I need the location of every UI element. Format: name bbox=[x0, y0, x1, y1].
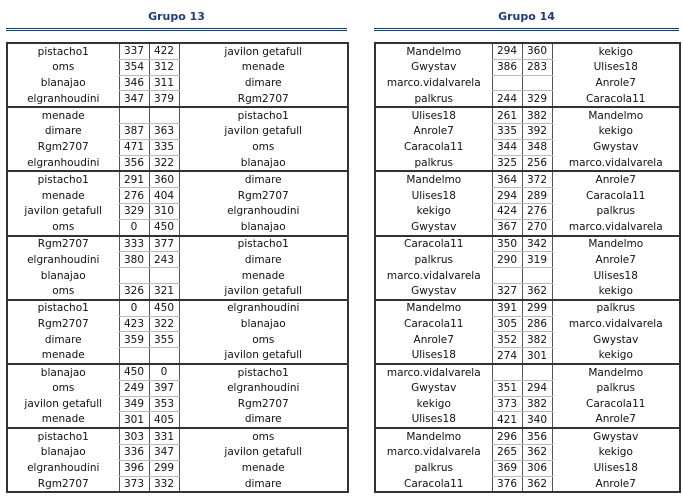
home-score: 265 bbox=[492, 444, 522, 460]
away-player: Mandelmo bbox=[552, 364, 680, 380]
away-player: Anrole7 bbox=[552, 171, 680, 187]
match-row bbox=[7, 268, 348, 284]
match-row bbox=[7, 219, 348, 235]
match-row bbox=[7, 380, 348, 396]
away-score: 404 bbox=[149, 188, 179, 204]
away-score: 286 bbox=[522, 316, 552, 332]
home-player: javilon getafull bbox=[24, 205, 103, 218]
away-score: 299 bbox=[149, 460, 179, 476]
away-score bbox=[522, 364, 552, 380]
away-score: 335 bbox=[149, 139, 179, 155]
away-score: 312 bbox=[149, 59, 179, 75]
results-table bbox=[6, 42, 349, 493]
away-player: blanajao bbox=[240, 317, 286, 330]
home-player: elgranhoudini bbox=[27, 462, 100, 475]
home-score: 369 bbox=[492, 460, 522, 476]
home-score: 346 bbox=[119, 75, 149, 91]
match-row bbox=[375, 203, 680, 219]
away-player: javilon getafull bbox=[224, 446, 303, 459]
away-score: 355 bbox=[149, 332, 179, 348]
home-score: 0 bbox=[119, 219, 149, 235]
home-score: 450 bbox=[119, 364, 149, 380]
match-row bbox=[375, 332, 680, 348]
home-score: 294 bbox=[492, 188, 522, 204]
home-score: 325 bbox=[492, 155, 522, 171]
home-score bbox=[492, 75, 522, 91]
match-row bbox=[7, 203, 348, 219]
away-score: 270 bbox=[522, 219, 552, 235]
home-player: palkrus bbox=[414, 156, 454, 169]
home-player: Rgm2707 bbox=[37, 317, 89, 330]
home-score: 344 bbox=[492, 139, 522, 155]
home-player: Caracola11 bbox=[375, 236, 492, 252]
away-player: javilon getafull bbox=[224, 349, 303, 362]
away-score bbox=[149, 348, 179, 364]
away-score: 382 bbox=[522, 396, 552, 412]
home-score: 290 bbox=[492, 252, 522, 268]
match-row bbox=[375, 476, 680, 492]
match-row bbox=[7, 412, 348, 428]
home-score: 364 bbox=[492, 171, 522, 187]
home-player: pistacho1 bbox=[7, 171, 119, 187]
match-row bbox=[7, 252, 348, 268]
match-row bbox=[7, 364, 348, 380]
away-player: oms bbox=[179, 428, 348, 444]
match-row bbox=[7, 428, 348, 444]
home-score: 373 bbox=[119, 476, 149, 492]
home-score: 294 bbox=[492, 43, 522, 59]
away-player: Rgm2707 bbox=[237, 92, 289, 105]
away-player: oms bbox=[252, 141, 275, 154]
results-table bbox=[374, 42, 681, 493]
away-score: 362 bbox=[522, 283, 552, 299]
match-row bbox=[7, 123, 348, 139]
away-score: 322 bbox=[149, 155, 179, 171]
home-player: menade bbox=[41, 349, 85, 362]
away-score: 379 bbox=[149, 91, 179, 107]
away-player: menade bbox=[241, 269, 285, 282]
away-score: 392 bbox=[522, 123, 552, 139]
away-player: dimare bbox=[244, 253, 282, 266]
home-player: Rgm2707 bbox=[37, 477, 89, 490]
away-score: 289 bbox=[522, 188, 552, 204]
home-player: blanajao bbox=[40, 446, 86, 459]
home-score: 335 bbox=[492, 123, 522, 139]
match-row bbox=[375, 364, 680, 380]
away-score: 382 bbox=[522, 332, 552, 348]
away-player: blanajao bbox=[240, 156, 286, 169]
home-player: blanajao bbox=[40, 269, 86, 282]
away-player: javilon getafull bbox=[224, 285, 303, 298]
home-score: 296 bbox=[492, 428, 522, 444]
away-player: Rgm2707 bbox=[237, 397, 289, 410]
home-player: marco.vidalvarela bbox=[386, 76, 481, 89]
match-row bbox=[375, 300, 680, 316]
home-player: elgranhoudini bbox=[27, 92, 100, 105]
away-player: Caracola11 bbox=[586, 189, 646, 202]
match-row bbox=[375, 91, 680, 107]
away-score: 360 bbox=[149, 171, 179, 187]
home-player: Ulises18 bbox=[411, 189, 456, 202]
away-score: 306 bbox=[522, 460, 552, 476]
match-row bbox=[375, 460, 680, 476]
home-player: Rgm2707 bbox=[7, 236, 119, 252]
home-score: 356 bbox=[119, 155, 149, 171]
away-player: Ulises18 bbox=[593, 269, 638, 282]
away-player: Mandelmo bbox=[552, 236, 680, 252]
home-score: 329 bbox=[119, 203, 149, 219]
home-score: 376 bbox=[492, 476, 522, 492]
away-player: Mandelmo bbox=[552, 107, 680, 123]
home-player: Rgm2707 bbox=[37, 141, 89, 154]
away-player: kekigo bbox=[598, 45, 633, 58]
away-score: 329 bbox=[522, 91, 552, 107]
home-player: Anrole7 bbox=[413, 125, 454, 138]
match-row bbox=[375, 188, 680, 204]
home-player: dimare bbox=[44, 125, 82, 138]
away-score: 362 bbox=[522, 444, 552, 460]
away-score: 397 bbox=[149, 380, 179, 396]
away-player: palkrus bbox=[596, 382, 636, 395]
home-player: blanajao bbox=[40, 76, 86, 89]
home-player: oms bbox=[52, 61, 75, 74]
home-score: 347 bbox=[119, 91, 149, 107]
away-score: 363 bbox=[149, 123, 179, 139]
home-score: 337 bbox=[119, 43, 149, 59]
away-score: 353 bbox=[149, 396, 179, 412]
match-row bbox=[7, 188, 348, 204]
home-player: kekigo bbox=[416, 205, 451, 218]
home-score: 301 bbox=[119, 412, 149, 428]
away-score bbox=[522, 268, 552, 284]
home-score: 303 bbox=[119, 428, 149, 444]
match-row bbox=[375, 107, 680, 123]
home-player: Mandelmo bbox=[375, 428, 492, 444]
home-player: Ulises18 bbox=[411, 349, 456, 362]
away-player: kekigo bbox=[598, 125, 633, 138]
home-player: Gwystav bbox=[411, 220, 457, 233]
home-player: pistacho1 bbox=[7, 428, 119, 444]
match-row bbox=[7, 444, 348, 460]
home-player: dimare bbox=[44, 333, 82, 346]
match-row bbox=[375, 380, 680, 396]
away-player: Ulises18 bbox=[593, 61, 638, 74]
home-player: blanajao bbox=[7, 364, 119, 380]
home-player: palkrus bbox=[414, 462, 454, 475]
match-row bbox=[375, 252, 680, 268]
home-score: 0 bbox=[119, 300, 149, 316]
away-score: 332 bbox=[149, 476, 179, 492]
away-score bbox=[149, 107, 179, 123]
home-player: Ulises18 bbox=[411, 413, 456, 426]
away-player: dimare bbox=[244, 413, 282, 426]
away-score bbox=[149, 268, 179, 284]
away-player: Anrole7 bbox=[595, 413, 636, 426]
match-row bbox=[7, 171, 348, 187]
home-score: 373 bbox=[492, 396, 522, 412]
away-player: Gwystav bbox=[552, 428, 680, 444]
away-player: elgranhoudini bbox=[227, 382, 300, 395]
home-score: 276 bbox=[119, 188, 149, 204]
match-row bbox=[375, 348, 680, 364]
away-player: kekigo bbox=[598, 446, 633, 459]
home-player: Mandelmo bbox=[375, 171, 492, 187]
away-score: 319 bbox=[522, 252, 552, 268]
away-score bbox=[522, 75, 552, 91]
home-player: oms bbox=[52, 382, 75, 395]
home-player: Caracola11 bbox=[404, 141, 464, 154]
away-score: 450 bbox=[149, 300, 179, 316]
home-score: 387 bbox=[119, 123, 149, 139]
away-score: 347 bbox=[149, 444, 179, 460]
away-score: 377 bbox=[149, 236, 179, 252]
away-player: dimare bbox=[244, 76, 282, 89]
away-score: 256 bbox=[522, 155, 552, 171]
away-player: palkrus bbox=[552, 300, 680, 316]
away-score: 283 bbox=[522, 59, 552, 75]
away-player: Gwystav bbox=[593, 141, 639, 154]
away-score: 356 bbox=[522, 428, 552, 444]
away-score: 243 bbox=[149, 252, 179, 268]
match-row bbox=[375, 123, 680, 139]
match-row bbox=[7, 396, 348, 412]
away-score: 340 bbox=[522, 412, 552, 428]
match-row bbox=[7, 283, 348, 299]
home-score: 274 bbox=[492, 348, 522, 364]
home-player: Caracola11 bbox=[404, 477, 464, 490]
group-title: Grupo 13 bbox=[148, 10, 205, 23]
home-score: 424 bbox=[492, 203, 522, 219]
home-player: menade bbox=[41, 189, 85, 202]
match-row bbox=[375, 171, 680, 187]
home-score: 261 bbox=[492, 107, 522, 123]
home-score: 249 bbox=[119, 380, 149, 396]
home-player: Gwystav bbox=[411, 382, 457, 395]
home-player: Anrole7 bbox=[413, 333, 454, 346]
home-player: marco.vidalvarela bbox=[386, 446, 481, 459]
match-row bbox=[375, 236, 680, 252]
away-player: oms bbox=[252, 333, 275, 346]
away-score: 360 bbox=[522, 43, 552, 59]
away-score: 294 bbox=[522, 380, 552, 396]
match-row bbox=[7, 43, 348, 59]
title-divider bbox=[6, 28, 347, 31]
away-player: dimare bbox=[179, 171, 348, 187]
home-player: Mandelmo bbox=[375, 300, 492, 316]
home-score: 326 bbox=[119, 283, 149, 299]
match-row bbox=[375, 396, 680, 412]
match-row bbox=[375, 75, 680, 91]
home-score: 471 bbox=[119, 139, 149, 155]
home-score: 351 bbox=[492, 380, 522, 396]
match-row bbox=[7, 300, 348, 316]
away-score: 301 bbox=[522, 348, 552, 364]
match-row bbox=[375, 155, 680, 171]
away-player: blanajao bbox=[240, 220, 286, 233]
away-score: 311 bbox=[149, 75, 179, 91]
away-score: 422 bbox=[149, 43, 179, 59]
match-row bbox=[7, 91, 348, 107]
match-row bbox=[375, 219, 680, 235]
away-player: pistacho1 bbox=[179, 236, 348, 252]
home-score: 391 bbox=[492, 300, 522, 316]
away-score: 310 bbox=[149, 203, 179, 219]
match-row bbox=[7, 59, 348, 75]
home-player: elgranhoudini bbox=[27, 156, 100, 169]
home-score: 421 bbox=[492, 412, 522, 428]
home-player: Gwystav bbox=[411, 285, 457, 298]
away-player: Anrole7 bbox=[595, 477, 636, 490]
home-player: javilon getafull bbox=[24, 397, 103, 410]
home-score bbox=[119, 348, 149, 364]
home-player: Ulises18 bbox=[375, 107, 492, 123]
away-player: marco.vidalvarela bbox=[568, 317, 663, 330]
home-score bbox=[492, 268, 522, 284]
away-player: dimare bbox=[244, 477, 282, 490]
match-row bbox=[7, 348, 348, 364]
match-row bbox=[375, 316, 680, 332]
home-score: 386 bbox=[492, 59, 522, 75]
match-row bbox=[375, 428, 680, 444]
home-score: 396 bbox=[119, 460, 149, 476]
home-score: 350 bbox=[492, 236, 522, 252]
group-title: Grupo 14 bbox=[498, 10, 555, 23]
away-player: Ulises18 bbox=[593, 462, 638, 475]
away-player: Anrole7 bbox=[595, 253, 636, 266]
away-score: 321 bbox=[149, 283, 179, 299]
home-player: palkrus bbox=[414, 92, 454, 105]
match-row bbox=[375, 139, 680, 155]
away-player: pistacho1 bbox=[179, 364, 348, 380]
away-score: 405 bbox=[149, 412, 179, 428]
home-player: Caracola11 bbox=[404, 317, 464, 330]
match-row bbox=[7, 107, 348, 123]
match-row bbox=[7, 139, 348, 155]
away-score: 299 bbox=[522, 300, 552, 316]
home-score: 423 bbox=[119, 316, 149, 332]
match-row bbox=[7, 460, 348, 476]
home-score: 327 bbox=[492, 283, 522, 299]
home-score bbox=[119, 268, 149, 284]
home-player: marco.vidalvarela bbox=[386, 269, 481, 282]
away-score: 450 bbox=[149, 219, 179, 235]
away-score: 331 bbox=[149, 428, 179, 444]
away-player: palkrus bbox=[596, 205, 636, 218]
away-score: 372 bbox=[522, 171, 552, 187]
away-player: menade bbox=[241, 462, 285, 475]
away-player: marco.vidalvarela bbox=[568, 156, 663, 169]
away-score: 0 bbox=[149, 364, 179, 380]
home-score: 359 bbox=[119, 332, 149, 348]
match-row bbox=[375, 59, 680, 75]
home-player: menade bbox=[41, 413, 85, 426]
away-player: pistacho1 bbox=[179, 107, 348, 123]
match-row bbox=[7, 236, 348, 252]
match-row bbox=[7, 316, 348, 332]
away-player: marco.vidalvarela bbox=[568, 220, 663, 233]
home-player: pistacho1 bbox=[37, 45, 89, 58]
home-score: 336 bbox=[119, 444, 149, 460]
away-player: elgranhoudini bbox=[227, 205, 300, 218]
home-score: 367 bbox=[492, 219, 522, 235]
away-score: 382 bbox=[522, 107, 552, 123]
home-score: 354 bbox=[119, 59, 149, 75]
home-score bbox=[119, 107, 149, 123]
away-player: Caracola11 bbox=[586, 397, 646, 410]
away-player: Anrole7 bbox=[595, 76, 636, 89]
home-player: pistacho1 bbox=[7, 300, 119, 316]
home-score: 291 bbox=[119, 171, 149, 187]
away-player: menade bbox=[241, 61, 285, 74]
match-row bbox=[375, 283, 680, 299]
away-player: Rgm2707 bbox=[237, 189, 289, 202]
match-row bbox=[7, 332, 348, 348]
home-player: elgranhoudini bbox=[27, 253, 100, 266]
away-player: kekigo bbox=[598, 349, 633, 362]
home-player: oms bbox=[52, 285, 75, 298]
away-score: 348 bbox=[522, 139, 552, 155]
match-row bbox=[7, 476, 348, 492]
home-score: 305 bbox=[492, 316, 522, 332]
home-player: Mandelmo bbox=[406, 45, 462, 58]
away-player: kekigo bbox=[598, 285, 633, 298]
away-player: javilon getafull bbox=[224, 45, 303, 58]
match-row bbox=[375, 412, 680, 428]
home-player: marco.vidalvarela bbox=[375, 364, 492, 380]
away-player: elgranhoudini bbox=[179, 300, 348, 316]
home-score: 349 bbox=[119, 396, 149, 412]
home-score bbox=[492, 364, 522, 380]
away-player: Gwystav bbox=[593, 333, 639, 346]
home-score: 244 bbox=[492, 91, 522, 107]
match-row bbox=[375, 444, 680, 460]
home-player: oms bbox=[52, 220, 75, 233]
match-row bbox=[375, 43, 680, 59]
home-player: Gwystav bbox=[411, 61, 457, 74]
home-score: 352 bbox=[492, 332, 522, 348]
home-player: kekigo bbox=[416, 397, 451, 410]
home-player: menade bbox=[7, 107, 119, 123]
match-row bbox=[7, 75, 348, 91]
away-score: 342 bbox=[522, 236, 552, 252]
match-row bbox=[375, 268, 680, 284]
away-score: 362 bbox=[522, 476, 552, 492]
match-row bbox=[7, 155, 348, 171]
away-score: 276 bbox=[522, 203, 552, 219]
home-score: 380 bbox=[119, 252, 149, 268]
away-player: Caracola11 bbox=[586, 92, 646, 105]
home-score: 333 bbox=[119, 236, 149, 252]
home-player: palkrus bbox=[414, 253, 454, 266]
away-player: javilon getafull bbox=[224, 125, 303, 138]
away-score: 322 bbox=[149, 316, 179, 332]
title-divider bbox=[374, 28, 679, 31]
